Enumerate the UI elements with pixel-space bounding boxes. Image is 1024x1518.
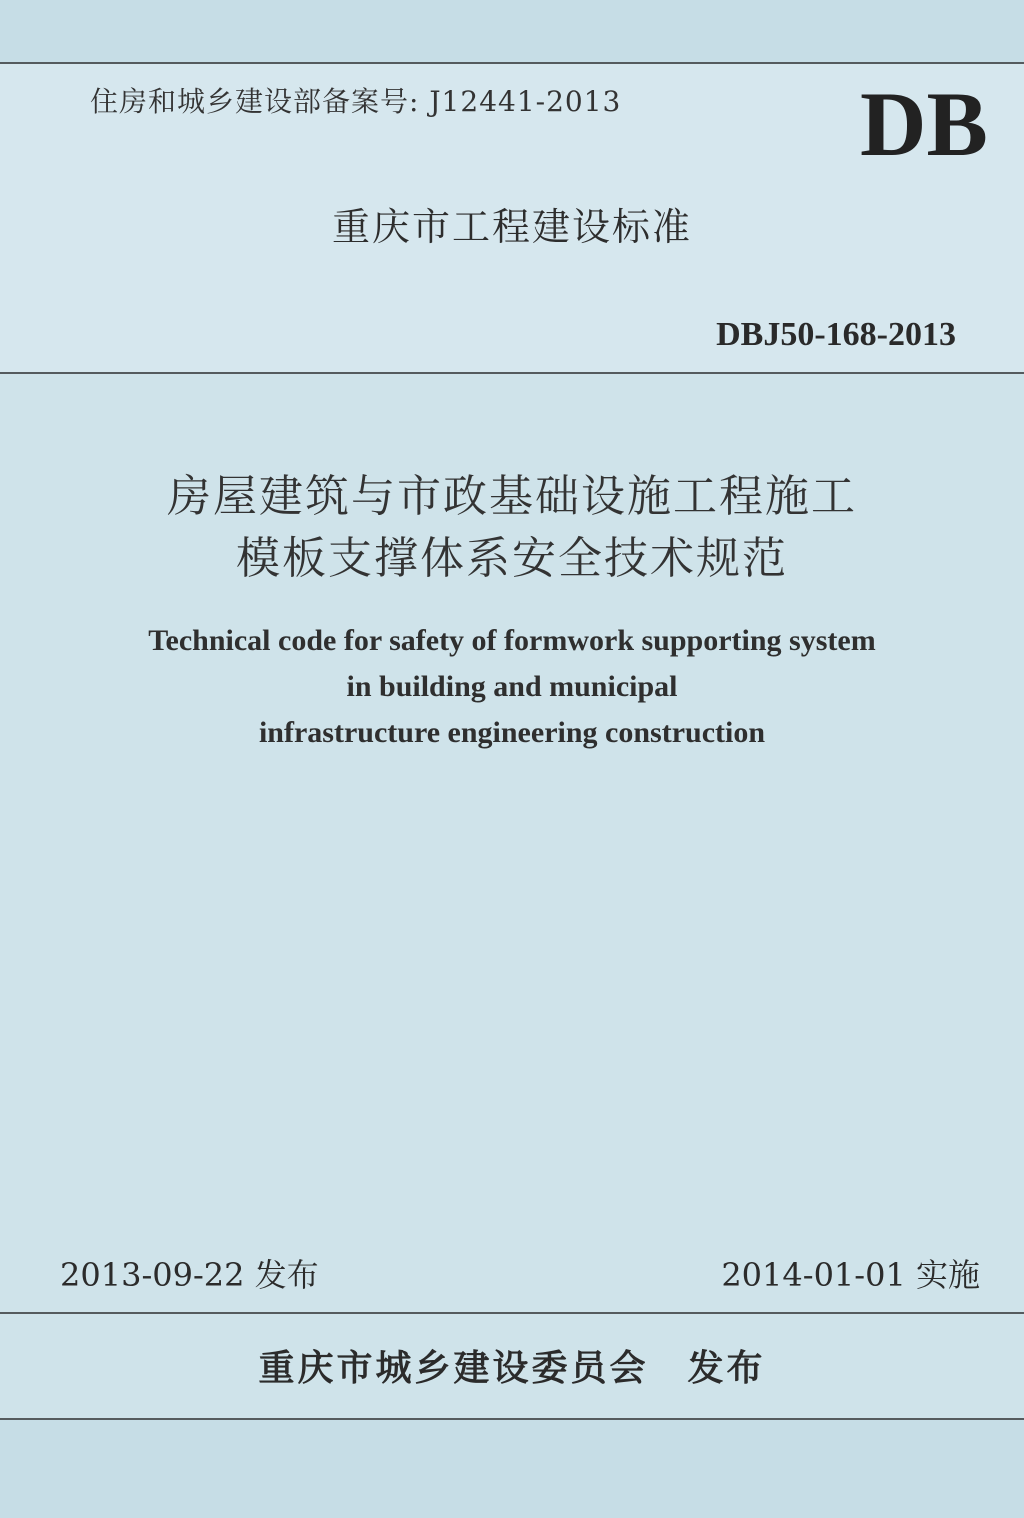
issue-date: 2013-09-22 发布 [60,1256,319,1294]
publisher: 重庆市城乡建设委员会 发布 [258,1348,766,1389]
db-standard-mark: DB [860,73,988,175]
header-divider [0,372,1024,374]
bottom-divider [0,1418,1024,1420]
standard-series: 重庆市工程建设标准 [331,205,692,249]
english-title-line-3: infrastructure engineering construction [258,716,766,749]
top-divider [0,62,1024,64]
standard-code: DBJ50-168-2013 [716,316,956,353]
chinese-title-line-2: 模板支撑体系安全技术规范 [236,533,788,584]
bottom-band [0,1420,1024,1518]
english-title [0,618,1024,756]
chinese-title-line-1: 房屋建筑与市政基础设施工程施工 [167,471,857,522]
english-title-line-1: Technical code for safety of formwork supporting system [148,624,876,657]
record-number: 住房和城乡建设部备案号: J12441-2013 [90,85,622,118]
chinese-title [0,466,1024,590]
top-band [0,0,1024,62]
dates-divider [0,1312,1024,1314]
english-title-line-2: in building and municipal [346,670,678,703]
implementation-date: 2014-01-01 实施 [721,1256,980,1294]
